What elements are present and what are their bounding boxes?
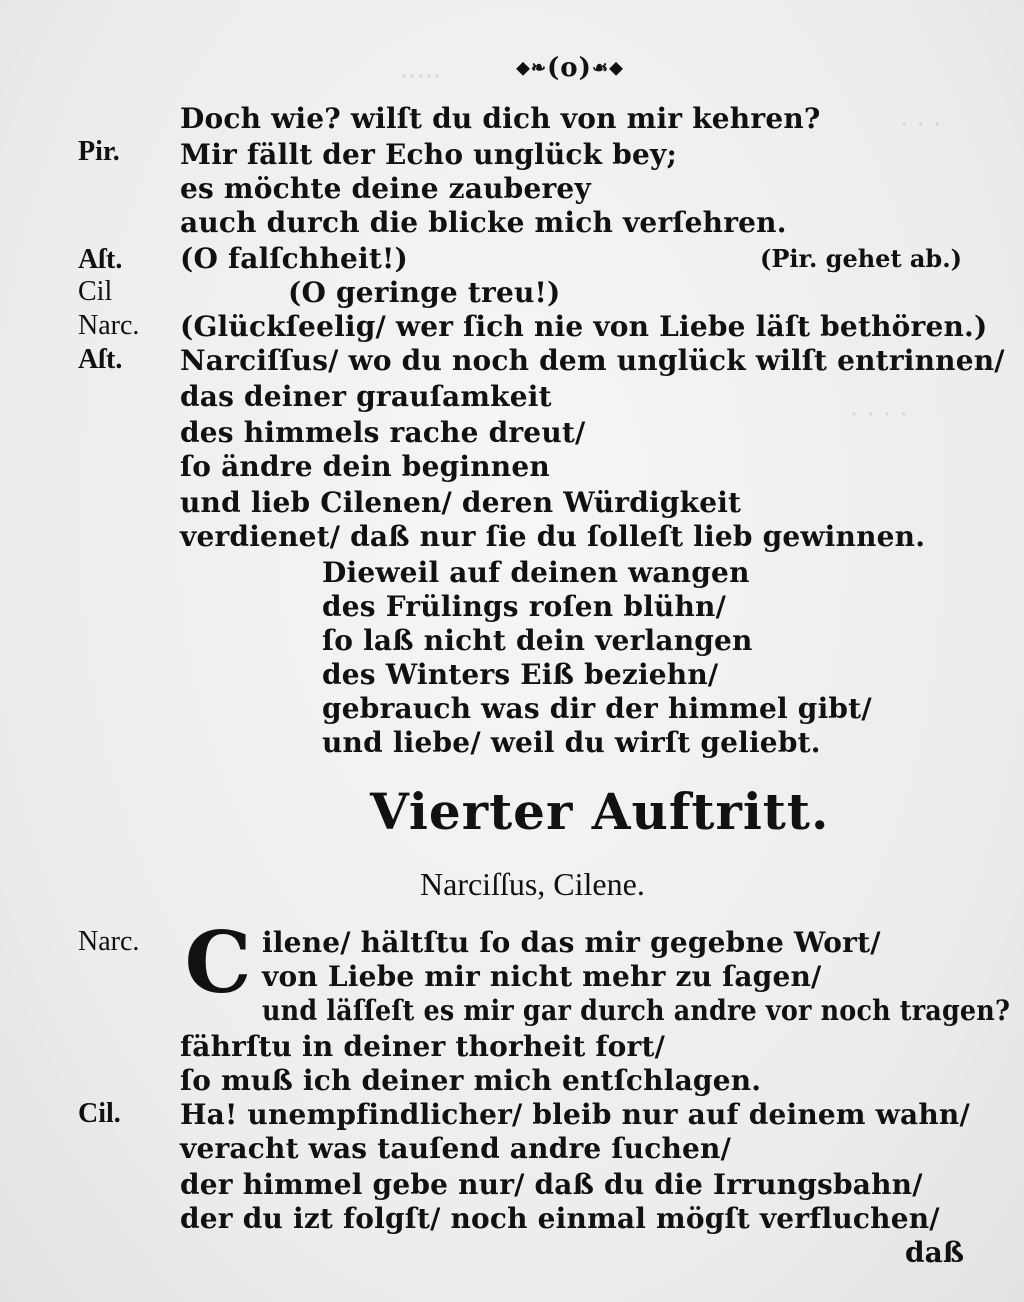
scene-title: Vierter Auftritt. — [370, 782, 830, 841]
show-through: · · · — [900, 110, 942, 140]
verse-line: Dieweil auf deinen wangen — [322, 556, 750, 589]
text-line: der himmel gebe nur/ daß du die Irrungsbahn/ — [180, 1168, 923, 1201]
text-line: ilene/ hältſtu ſo das mir gegebne Wort/ — [262, 926, 881, 959]
text-line: des himmels rache dreut/ — [180, 416, 586, 449]
stage-direction: (Pir. gehet ab.) — [760, 244, 962, 273]
verse-line: ſo laß nicht dein verlangen — [322, 624, 753, 657]
verse-line: des Winters Eiß beziehn/ — [322, 658, 719, 691]
text-line: auch durch die blicke mich verſehren. — [180, 206, 787, 239]
speaker-label: Narc. — [78, 926, 140, 957]
text-line: (O falſchheit!) — [180, 242, 408, 275]
text-line: veracht was tauſend andre ſuchen/ — [180, 1132, 732, 1165]
show-through: · · · · — [850, 400, 908, 430]
catchword: daß — [905, 1236, 964, 1269]
text-line: (Glückſeelig/ wer ſich nie von Liebe läſt bethören.) — [180, 310, 988, 343]
speaker-label: Aſt. — [78, 344, 123, 375]
speaker-label: Narc. — [78, 310, 140, 341]
verse-line: und liebe/ weil du wirſt geliebt. — [322, 726, 821, 759]
show-through: ····· — [400, 62, 442, 92]
verse-line: gebrauch was dir der himmel gibt/ — [322, 692, 872, 725]
text-line: es möchte deine zauberey — [180, 172, 591, 205]
verse-line: des Frülings roſen blühn/ — [322, 590, 727, 623]
drop-cap: C — [184, 913, 252, 1012]
scene-persons: Narciſſus, Cilene. — [420, 866, 645, 902]
text-line: der du izt folgſt/ noch einmal mögſt verfluchen/ — [180, 1202, 940, 1235]
text-line: und lieb Cilenen/ deren Würdigkeit — [180, 486, 742, 519]
speaker-label: Cil — [78, 276, 113, 307]
text-line: (O geringe treu!) — [288, 276, 561, 309]
speaker-label: Cil. — [78, 1098, 121, 1129]
text-line: das deiner grauſamkeit — [180, 380, 552, 413]
text-line: ſo muß ich deiner mich entſchlagen. — [180, 1064, 762, 1097]
text-line: Doch wie? wilſt du dich von mir kehren? — [180, 102, 821, 135]
speaker-label: Pir. — [78, 136, 120, 167]
text-line: fährſtu in deiner thorheit fort/ — [180, 1030, 666, 1063]
text-line: ſo ändre dein beginnen — [180, 450, 550, 483]
text-line: Mir fällt der Echo unglück bey; — [180, 138, 678, 171]
text-line: und läſſeſt es mir gar durch andre vor noch tragen? — [262, 994, 1011, 1027]
page-ornament: ◆❧(o)☙◆ — [516, 53, 624, 83]
text-line: Ha! unempfindlicher/ bleib nur auf deinem wahn/ — [180, 1098, 970, 1131]
text-line: verdienet/ daß nur ſie du ſolleſt lieb gewinnen. — [180, 520, 926, 553]
speaker-label: Aſt. — [78, 244, 123, 275]
text-line: von Liebe mir nicht mehr zu ſagen/ — [262, 960, 822, 993]
text-line: Narciſſus/ wo du noch dem unglück wilſt entrinnen/ — [180, 344, 1005, 377]
